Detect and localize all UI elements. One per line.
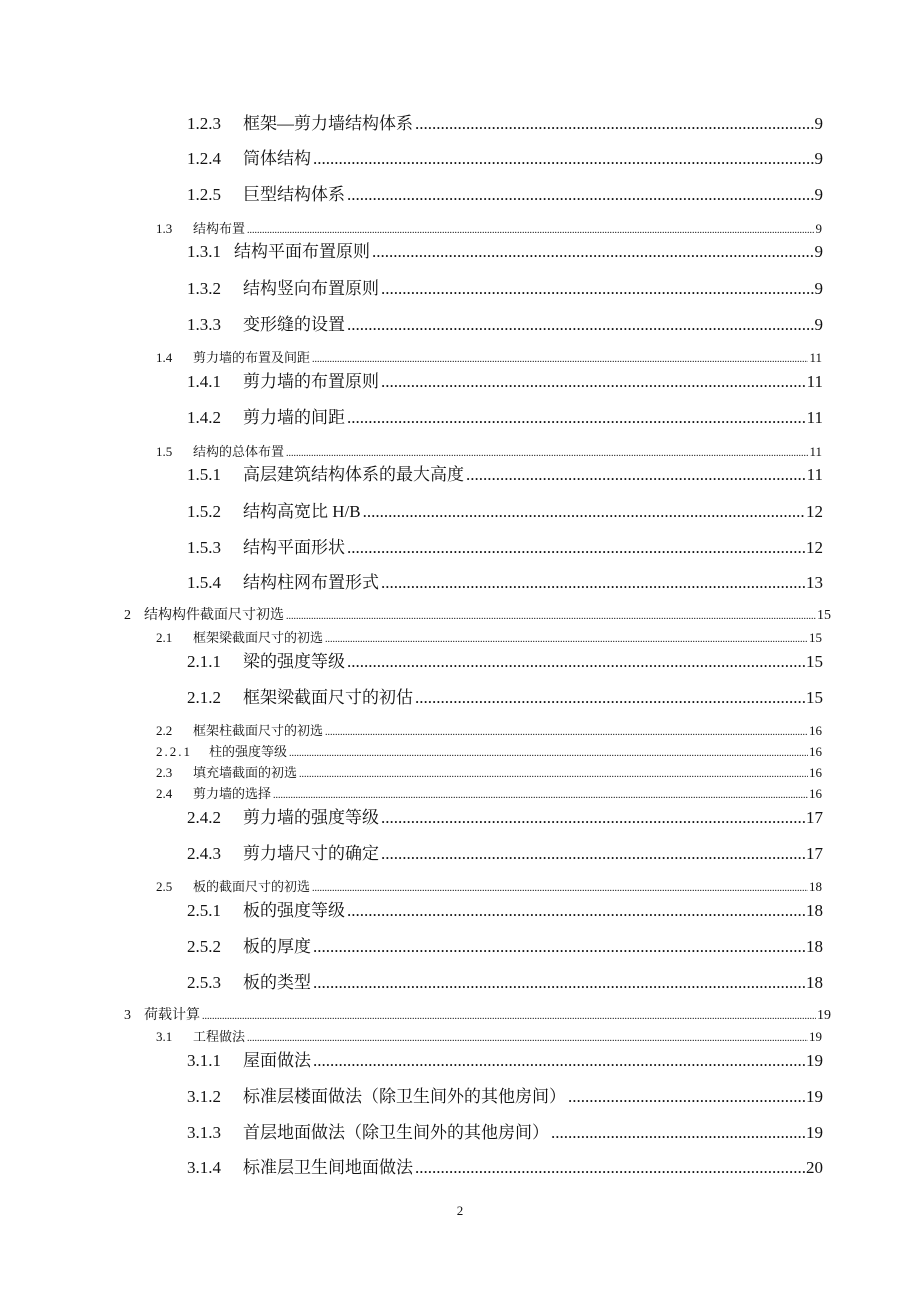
dot-leader xyxy=(313,150,814,167)
toc-entry-number: 1.4.1 xyxy=(187,372,221,391)
toc-entry[interactable] xyxy=(156,787,822,801)
toc-entry-number: 2.5 xyxy=(156,879,173,894)
toc-entry-page: 9 xyxy=(814,149,823,168)
toc-entry-number: 2.1.2 xyxy=(187,688,221,707)
toc-entry-page: 18 xyxy=(806,937,823,956)
toc-entry-title: 结构平面形状 xyxy=(243,538,345,557)
toc-entry[interactable] xyxy=(156,445,822,459)
toc-entry-number: 2.5.1 xyxy=(187,901,221,920)
toc-entry-number: 1.5.4 xyxy=(187,573,221,592)
toc-entry[interactable] xyxy=(187,115,823,132)
toc-entry-title: 荷载计算 xyxy=(144,1008,200,1023)
toc-entry-page: 19 xyxy=(817,1008,831,1023)
toc-entry-title: 结构高宽比 H/B xyxy=(243,502,361,521)
toc-entry-title: 柱的强度等级 xyxy=(209,744,288,759)
toc-entry-page: 9 xyxy=(814,315,823,334)
toc-chapter[interactable] xyxy=(124,1009,831,1023)
toc-entry-title: 框架柱截面尺寸的初选 xyxy=(193,723,324,738)
toc-entry-number: 2 xyxy=(124,608,131,623)
toc-entry-number: 1.3 xyxy=(156,221,173,236)
toc-entry-page: 9 xyxy=(814,279,823,298)
dot-leader xyxy=(347,409,806,426)
toc-entry[interactable] xyxy=(187,974,823,991)
toc-entry[interactable] xyxy=(156,1030,822,1044)
dot-leader xyxy=(381,373,806,390)
toc-entry[interactable] xyxy=(187,373,823,390)
toc-entry[interactable] xyxy=(156,351,822,365)
dot-leader xyxy=(313,938,805,955)
dot-leader xyxy=(347,539,805,556)
toc-entry-title: 标准层楼面做法（除卫生间外的其他房间） xyxy=(243,1087,566,1106)
dot-leader xyxy=(273,791,808,801)
toc-entry-number: 2.1 xyxy=(156,630,173,645)
toc-entry[interactable] xyxy=(156,724,822,738)
toc-entry[interactable] xyxy=(187,503,823,520)
toc-entry[interactable] xyxy=(187,243,823,260)
toc-entry-page: 9 xyxy=(814,185,823,204)
toc-entry-title: 板的类型 xyxy=(243,973,311,992)
toc-entry-title: 巨型结构体系 xyxy=(243,185,345,204)
toc-entry-page: 12 xyxy=(806,538,823,557)
toc-entry-number: 1.2.4 xyxy=(187,149,221,168)
toc-entry-title: 板的强度等级 xyxy=(243,901,345,920)
toc-entry-title: 标准层卫生间地面做法 xyxy=(243,1158,413,1177)
toc-entry-page: 15 xyxy=(806,652,823,671)
toc-entry-title: 框架—剪力墙结构体系 xyxy=(243,114,413,133)
toc-entry-number: 2.5.2 xyxy=(187,937,221,956)
toc-entry[interactable] xyxy=(187,539,823,556)
toc-entry-page: 11 xyxy=(806,372,823,391)
toc-entry-number: 3.1.4 xyxy=(187,1158,221,1177)
toc-entry-title: 梁的强度等级 xyxy=(243,652,345,671)
toc-entry-page: 13 xyxy=(806,573,823,592)
toc-entry-number: 2.3 xyxy=(156,765,173,780)
dot-leader xyxy=(347,316,814,333)
toc-entry[interactable] xyxy=(187,845,823,862)
toc-entry-page: 11 xyxy=(809,444,822,459)
toc-entry[interactable] xyxy=(187,653,823,670)
toc-entry-title: 剪力墙的选择 xyxy=(193,786,272,801)
toc-entry-number: 1.4.2 xyxy=(187,408,221,427)
toc-entry-number: 2.1.1 xyxy=(187,652,221,671)
toc-entry-number: 1.5.1 xyxy=(187,465,221,484)
toc-entry-title: 高层建筑结构体系的最大高度 xyxy=(243,465,464,484)
toc-entry[interactable] xyxy=(156,880,822,894)
toc-entry-title: 剪力墙的布置及间距 xyxy=(193,350,311,365)
toc-entry-number: 2.4.2 xyxy=(187,808,221,827)
dot-leader xyxy=(312,355,808,365)
toc-entry-title: 剪力墙的强度等级 xyxy=(243,808,379,827)
toc-entry[interactable] xyxy=(187,1124,823,1141)
toc-entry-page: 20 xyxy=(806,1158,823,1177)
toc-entry-number: 1.5.2 xyxy=(187,502,221,521)
dot-leader xyxy=(347,186,814,203)
toc-entry-page: 15 xyxy=(817,608,831,623)
dot-leader xyxy=(325,635,808,645)
toc-entry-number: 1.3.3 xyxy=(187,315,221,334)
toc-entry[interactable] xyxy=(156,222,822,236)
dot-leader xyxy=(313,974,805,991)
toc-entry-title: 屋面做法 xyxy=(243,1051,311,1070)
toc-entry-title: 结构的总体布置 xyxy=(193,444,285,459)
toc-entry-page: 15 xyxy=(809,630,822,645)
toc-entry-page: 17 xyxy=(806,844,823,863)
toc-entry-number: 3.1.2 xyxy=(187,1087,221,1106)
toc-entry-page: 9 xyxy=(814,242,823,261)
toc-entry-title: 剪力墙的间距 xyxy=(243,408,345,427)
toc-entry-number: 2.2.1 xyxy=(156,744,192,759)
toc-entry[interactable] xyxy=(187,1088,823,1105)
dot-leader xyxy=(551,1124,805,1141)
toc-entry-number: 2.4 xyxy=(156,786,173,801)
toc-entry[interactable] xyxy=(187,316,823,333)
toc-entry-title: 板的截面尺寸的初选 xyxy=(193,879,311,894)
dot-leader xyxy=(289,749,808,759)
toc-entry[interactable] xyxy=(156,631,822,645)
toc-entry-title: 框架梁截面尺寸的初选 xyxy=(193,630,324,645)
dot-leader xyxy=(415,1159,805,1176)
dot-leader xyxy=(313,1052,805,1069)
toc-entry-title: 首层地面做法（除卫生间外的其他房间） xyxy=(243,1123,549,1142)
dot-leader xyxy=(247,1034,808,1044)
toc-entry[interactable] xyxy=(187,809,823,826)
dot-leader xyxy=(347,902,805,919)
toc-entry-number: 2.4.3 xyxy=(187,844,221,863)
toc-entry-title: 结构构件截面尺寸初选 xyxy=(144,608,284,623)
dot-leader xyxy=(202,1012,816,1022)
toc-entry-page: 16 xyxy=(809,744,822,759)
toc-entry-page: 16 xyxy=(809,786,822,801)
dot-leader xyxy=(286,612,816,622)
dot-leader xyxy=(247,226,814,236)
toc-entry-page: 11 xyxy=(809,350,822,365)
toc-entry-title: 结构柱网布置形式 xyxy=(243,573,379,592)
dot-leader xyxy=(347,653,805,670)
toc-entry[interactable] xyxy=(187,280,823,297)
toc-entry-title: 结构平面布置原则 xyxy=(234,242,370,261)
page-number: 2 xyxy=(456,1203,464,1218)
dot-leader xyxy=(286,449,808,459)
toc-entry-number: 3.1.3 xyxy=(187,1123,221,1142)
toc-entry-title: 筒体结构 xyxy=(243,149,311,168)
toc-entry-title: 框架梁截面尺寸的初估 xyxy=(243,688,413,707)
toc-entry[interactable] xyxy=(156,745,822,759)
dot-leader xyxy=(415,115,814,132)
toc-entry-title: 板的厚度 xyxy=(243,937,311,956)
toc-entry-page: 9 xyxy=(815,221,822,236)
toc-entry-page: 19 xyxy=(809,1029,822,1044)
toc-entry-number: 1.5 xyxy=(156,444,173,459)
toc-entry-title: 结构布置 xyxy=(193,221,246,236)
toc-entry-page: 19 xyxy=(806,1123,823,1142)
toc-entry-title: 工程做法 xyxy=(193,1029,246,1044)
toc-entry-page: 18 xyxy=(806,901,823,920)
dot-leader xyxy=(415,689,805,706)
toc-entry-number: 1.3.2 xyxy=(187,279,221,298)
toc-entry[interactable] xyxy=(187,466,823,483)
toc-entry-title: 结构竖向布置原则 xyxy=(243,279,379,298)
dot-leader xyxy=(381,809,805,826)
toc-entry-number: 3.1 xyxy=(156,1029,173,1044)
toc-entry-page: 11 xyxy=(806,408,823,427)
toc-entry-number: 1.5.3 xyxy=(187,538,221,557)
toc-entry-number: 1.4 xyxy=(156,350,173,365)
dot-leader xyxy=(466,466,806,483)
toc-entry[interactable] xyxy=(187,902,823,919)
toc-entry-page: 12 xyxy=(806,502,823,521)
toc-entry-number: 1.2.3 xyxy=(187,114,221,133)
toc-entry[interactable] xyxy=(187,1052,823,1069)
toc-entry-page: 9 xyxy=(814,114,823,133)
toc-entry-number: 1.2.5 xyxy=(187,185,221,204)
dot-leader xyxy=(381,845,805,862)
toc-entry-number: 1.3.1 xyxy=(187,242,221,261)
dot-leader xyxy=(568,1088,805,1105)
toc-entry-title: 剪力墙的布置原则 xyxy=(243,372,379,391)
toc-entry[interactable] xyxy=(187,150,823,167)
dot-leader xyxy=(372,243,814,260)
toc-chapter[interactable] xyxy=(124,609,831,623)
dot-leader xyxy=(299,770,808,780)
toc-entry-page: 16 xyxy=(809,765,822,780)
toc-entry-page: 15 xyxy=(806,688,823,707)
dot-leader xyxy=(312,884,808,894)
toc-entry-page: 18 xyxy=(809,879,822,894)
toc-entry-page: 19 xyxy=(806,1087,823,1106)
toc-entry[interactable] xyxy=(187,938,823,955)
dot-leader xyxy=(381,280,814,297)
toc-entry-page: 19 xyxy=(806,1051,823,1070)
toc-entry-number: 3.1.1 xyxy=(187,1051,221,1070)
toc-entry-page: 16 xyxy=(809,723,822,738)
toc-entry-page: 18 xyxy=(806,973,823,992)
toc-entry-title: 剪力墙尺寸的确定 xyxy=(243,844,379,863)
toc-entry[interactable] xyxy=(187,689,823,706)
toc-entry-page: 17 xyxy=(806,808,823,827)
toc-entry-number: 2.5.3 xyxy=(187,973,221,992)
toc-entry-page: 11 xyxy=(806,465,823,484)
toc-entry[interactable] xyxy=(187,186,823,203)
dot-leader xyxy=(381,574,805,591)
toc-entry-number: 2.2 xyxy=(156,723,173,738)
toc-entry[interactable] xyxy=(187,409,823,426)
toc-entry-number: 3 xyxy=(124,1008,131,1023)
toc-entry[interactable] xyxy=(187,1159,823,1176)
toc-entry-title: 变形缝的设置 xyxy=(243,315,345,334)
toc-entry-title: 填充墙截面的初选 xyxy=(193,765,298,780)
toc-entry[interactable] xyxy=(187,574,823,591)
dot-leader xyxy=(325,728,808,738)
toc-entry[interactable] xyxy=(156,766,822,780)
dot-leader xyxy=(363,503,805,520)
